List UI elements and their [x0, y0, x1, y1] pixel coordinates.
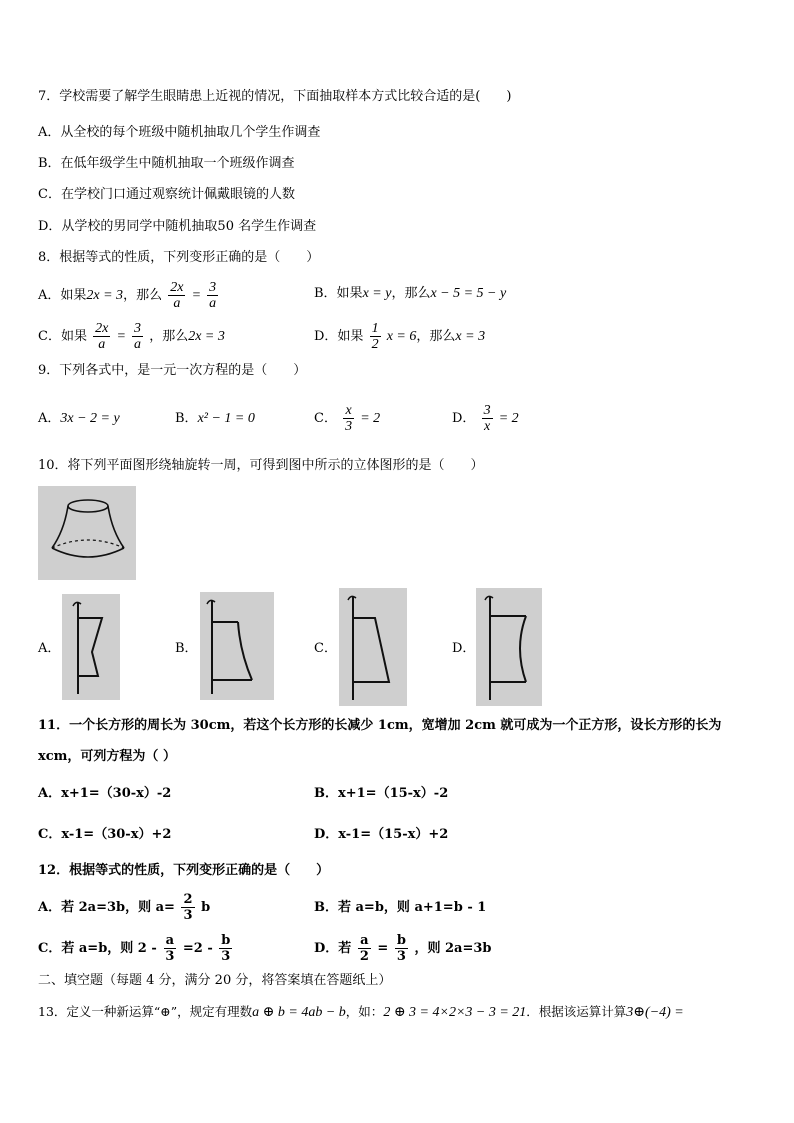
q10-option-a-figure: [62, 594, 120, 700]
q10-option-d-figure: [476, 588, 542, 706]
q13-stem: 13．定义一种新运算“⊕”，规定有理数a ⊕ b = 4ab − b，如：2 ⊕ 3 = 4×2×3 − 3 = 21．根据该运算计算3⊕(−4) =: [38, 1004, 684, 1020]
q7-option-c: C．在学校门口通过观察统计佩戴眼镜的人数: [38, 187, 295, 202]
q10-option-c-figure: [339, 588, 407, 706]
q12-stem: 12．根据等式的性质，下列变形正确的是（ ）: [38, 863, 330, 878]
q12-option-c: C．若 a=b，则 2 - $\frac{a}{3}$ =2 - $\frac{b}{3}$: [38, 933, 231, 964]
q9-option-b: B．x² − 1 = 0: [175, 411, 255, 426]
q7-stem: 7．学校需要了解学生眼睛患上近视的情况，下面抽取样本方式比较合适的是( ): [38, 89, 512, 104]
q11-stem-line1: 11．一个长方形的周长为 30cm，若这个长方形的长减少 1cm，宽增加 2cm 就可成为一个正方形，设长方形的长为: [38, 718, 722, 733]
q7-option-b: B．在低年级学生中随机抽取一个班级作调查: [38, 156, 295, 171]
q12-option-a: A．若 2a=3b，则 a= $\frac{2}{3}$ b: [38, 892, 211, 923]
q10-option-d-label: D．: [452, 641, 476, 656]
q8-option-d: D．如果 $\frac{1}{2}$ x = 6，那么x = 3: [314, 321, 486, 352]
q10-option-b-figure: [200, 592, 274, 700]
q8-stem: 8．根据等式的性质，下列变形正确的是（ ）: [38, 250, 320, 265]
section-fill-in-heading: 二、填空题（每题 4 分，满分 20 分，将答案填在答题纸上）: [38, 973, 392, 988]
q8-option-b: B．如果x = y，那么x − 5 = 5 − y: [314, 286, 507, 301]
q9-option-a: A．3x − 2 = y: [38, 411, 120, 426]
q9-option-d: D． $\frac{3}{x}$ = 2: [452, 403, 519, 434]
q7-option-a: A．从全校的每个班级中随机抽取几个学生作调查: [38, 125, 321, 140]
q11-stem-line2: xcm，可列方程为（ ）: [38, 749, 176, 764]
q11-option-a: A．x+1=（30-x）-2: [38, 786, 172, 801]
q8-option-a: A．如果2x = 3，那么 $\frac{2x}{a}$ = $\frac{3}{a}$: [38, 280, 217, 311]
q11-option-b: B．x+1=（15-x）-2: [314, 786, 449, 801]
q10-option-c-label: C．: [314, 641, 337, 656]
q10-stem: 10．将下列平面图形绕轴旋转一周，可得到图中所示的立体图形的是（ ）: [38, 458, 484, 473]
q7-option-d: D．从学校的男同学中随机抽取50 名学生作调查: [38, 219, 317, 234]
q12-option-b: B．若 a=b，则 a+1=b - 1: [314, 900, 487, 915]
q12-option-d: D．若 $\frac{a}{2}$ = $\frac{b}{3}$ ，则 2a=3b: [314, 933, 492, 964]
q9-stem: 9．下列各式中，是一元一次方程的是（ ）: [38, 363, 307, 378]
q9-option-c: C． $\frac{x}{3}$ = 2: [314, 403, 381, 434]
q8-option-c: C．如果 $\frac{2x}{a}$ = $\frac{3}{a}$ ，那么2x = 3: [38, 321, 225, 352]
frustum-solid-figure: [38, 486, 136, 580]
q11-option-d: D．x-1=（15-x）+2: [314, 827, 449, 842]
q11-option-c: C．x-1=（30-x）+2: [38, 827, 172, 842]
q10-option-a-label: A．: [38, 641, 61, 656]
q10-option-b-label: B．: [175, 641, 198, 656]
